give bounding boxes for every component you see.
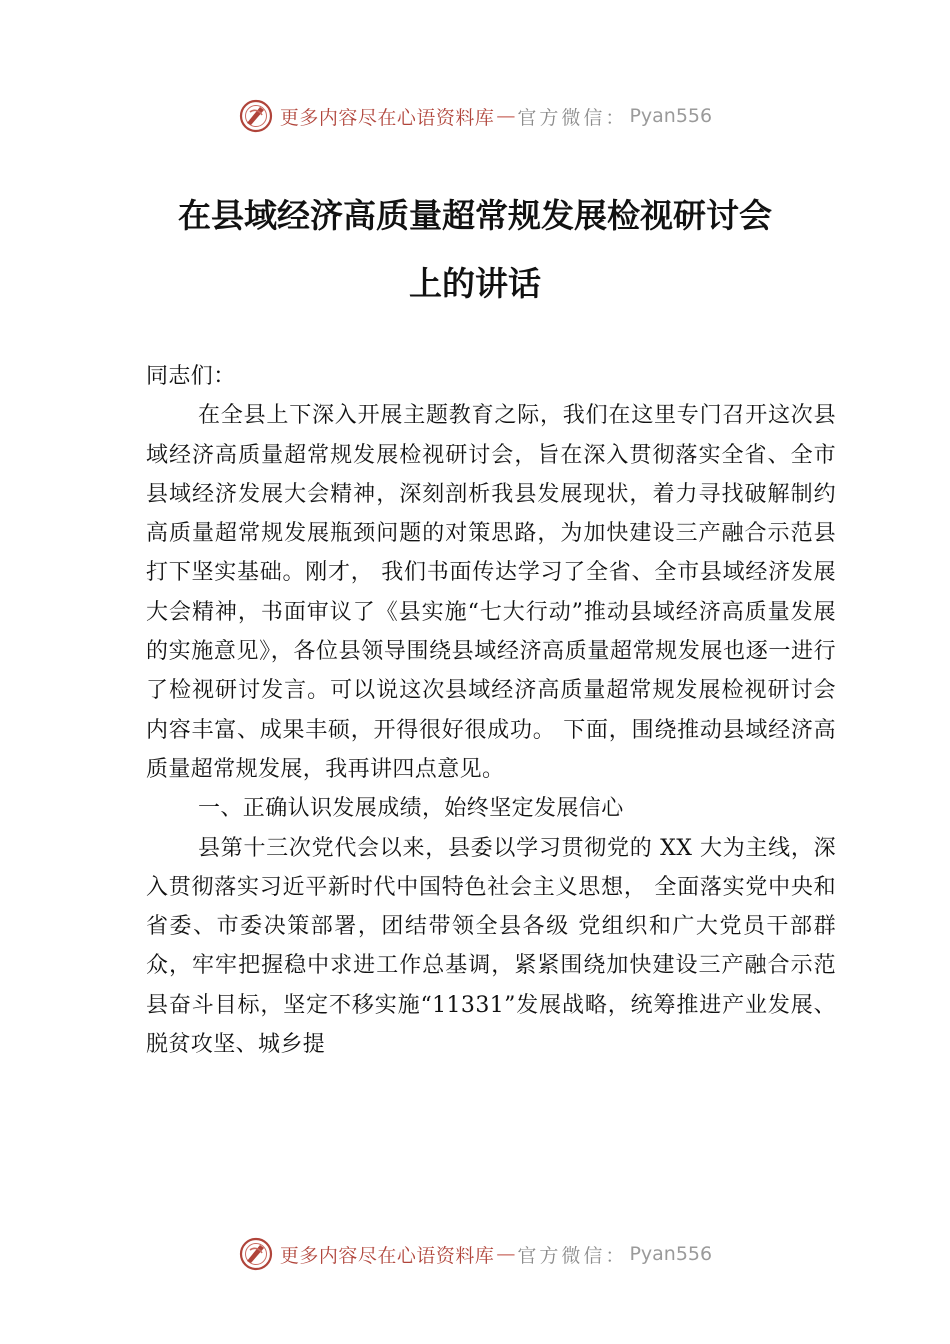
watermark-wechat-id: Pyan556 [629,105,713,127]
watermark-wechat-id: Pyan556 [629,1243,713,1265]
watermark-wechat-label: 官方微信： [517,106,628,129]
watermark-separator: — [496,105,516,127]
body-paragraph-intro: 在全县上下深入开展主题教育之际，我们在这里专门召开这次县域经济高质量超常规发展检视研讨会，旨在深入贯彻落实全省、全市县域经济发展大会精神，深刻剖析我县发展现状，着力寻找破解制约高质量超常规发展瓶颈问题的对策思路，为加快建设三产融合示范县打下坚实基础。刚才， 我们书面传达学习了全省、全市县域经济发展大会精神，书面审议了《县实施“七大行动”推动县域经济高质量发展的实施意见》，各位县领导围绕县域经济高质量超常规发展也逐一进行了检视研讨发言。可以说这次县域经济高质量超常规发展检视研讨会内容丰富、成果丰硕，开得很好很成功。 下面，围绕推动县域经济高质量超常规发展，我再讲四点意见。 [146,403,836,782]
document-body [146,357,836,1064]
seal-logo-icon [238,1236,274,1272]
watermark-header [0,96,950,136]
seal-logo-icon [238,98,274,134]
document-title-line1: 在县域经济高质量超常规发展检视研讨会 [178,196,772,235]
salutation: 同志们： [146,364,236,389]
watermark-brand-text: 更多内容尽在心语资料库 [279,1244,495,1267]
body-paragraph-section-1: 县第十三次党代会以来，县委以学习贯彻党的 XX 大为主线，深入贯彻落实习近平新时代中国特色社会主义思想， 全面落实党中央和省委、市委决策部署，团结带领全县各级 党组织和广大党员干部群众，牢牢把握稳中求进工作总基调，紧紧围绕加快建设三产融合示范县奋斗目标，坚定不移实施“11331”发展战略，统筹推进产业发展、脱贫攻坚、城乡提 [146,835,836,1058]
watermark-footer [0,1234,950,1274]
watermark-brand-text: 更多内容尽在心语资料库 [279,106,495,129]
watermark-separator: — [496,1243,516,1265]
section-heading-1: 一、正确认识发展成绩，始终坚定发展信心 [198,796,624,822]
document-title-line2: 上的讲话 [409,264,541,303]
watermark-wechat-label: 官方微信： [517,1244,628,1267]
